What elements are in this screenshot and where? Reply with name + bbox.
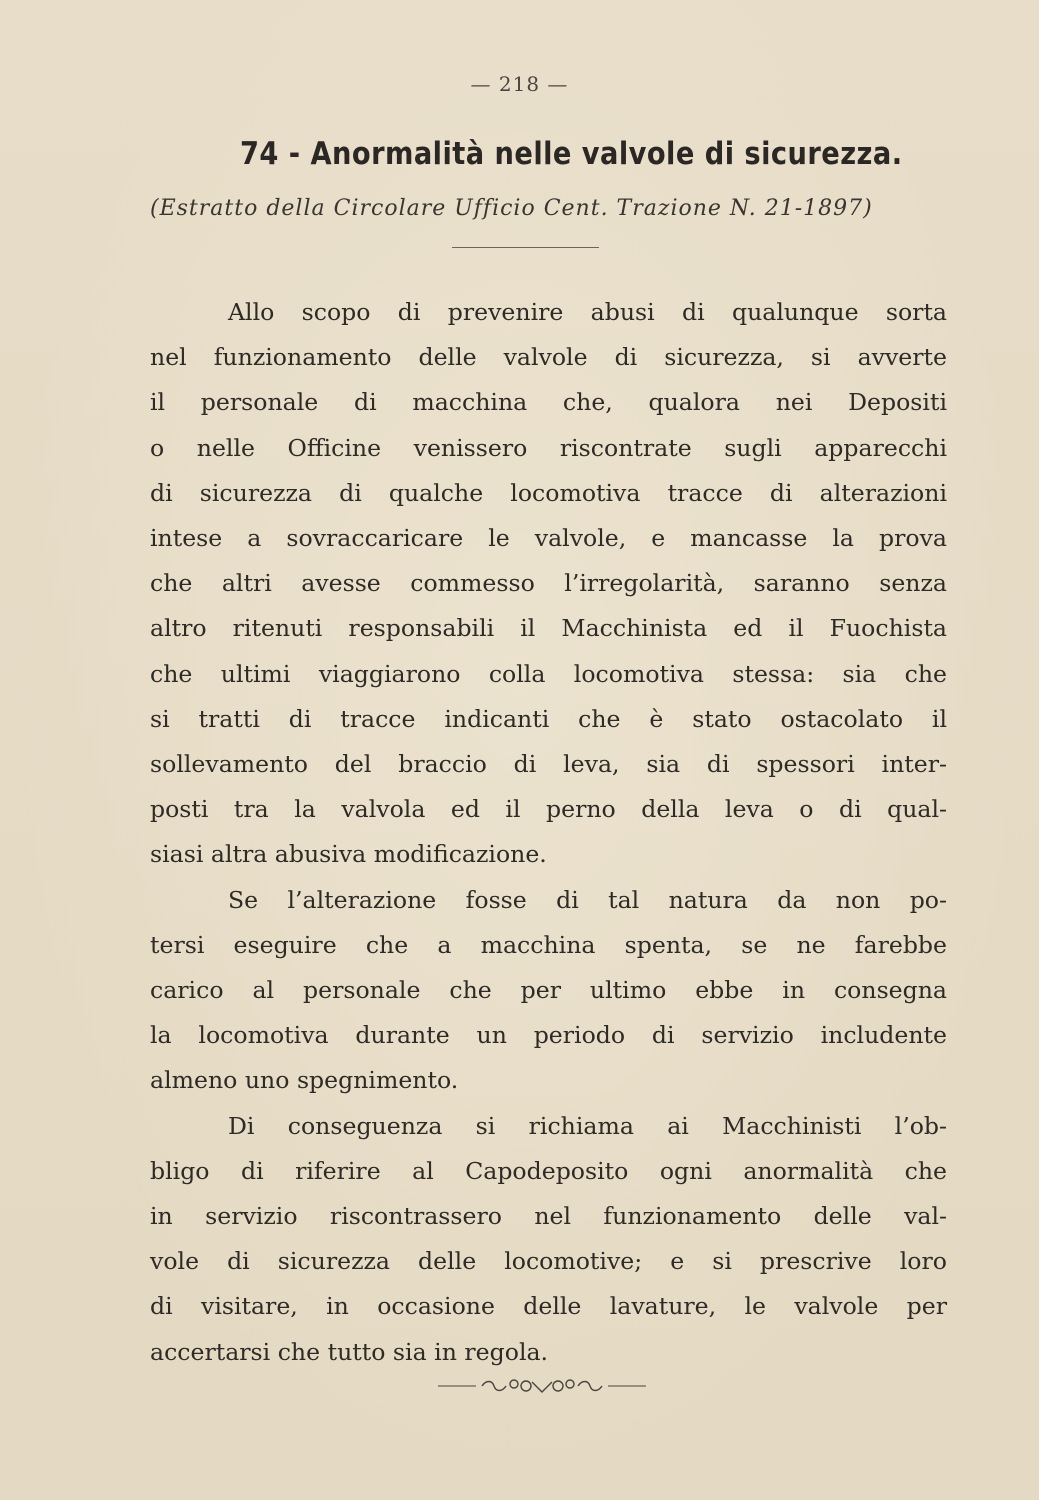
paragraph xyxy=(150,290,947,878)
text-line: tersi eseguire che a macchina spenta, se ne farebbe xyxy=(150,930,947,959)
closing-ornament xyxy=(432,1374,652,1398)
text-line: almeno uno spegnimento. xyxy=(150,1066,459,1095)
text-line: che ultimi viaggiarono colla locomotiva stessa: sia che xyxy=(150,659,947,688)
text-line: nel funzionamento delle valvole di sicurezza, si avverte xyxy=(150,343,947,372)
text-line: che altri avesse commesso l’irregolarità, saranno senza xyxy=(150,569,947,598)
text-line: Allo scopo di prevenire abusi di qualunque sorta xyxy=(228,298,947,326)
text-line: intese a sovraccaricare le valvole, e mancasse la prova xyxy=(150,524,947,553)
text-line: sollevamento del braccio di leva, sia di spessori inter- xyxy=(150,750,947,779)
body-text xyxy=(150,290,947,1375)
text-line: accertarsi che tutto sia in regola. xyxy=(150,1337,549,1366)
text-line: altro ritenuti responsabili il Macchinista ed il Fuochista xyxy=(150,614,947,643)
paragraph xyxy=(150,878,947,1104)
page-number: — 218 — xyxy=(470,72,569,96)
text-line: carico al personale che per ultimo ebbe in consegna xyxy=(150,976,947,1005)
ornament-flourish-icon xyxy=(432,1374,652,1398)
text-line: vole di sicurezza delle locomotive; e si prescrive loro xyxy=(150,1247,947,1276)
text-line: bligo di riferire al Capodeposito ogni anormalità che xyxy=(150,1156,947,1185)
text-line: posti tra la valvola ed il perno della leva o di qual- xyxy=(150,795,947,824)
text-line: in servizio riscontrassero nel funzionamento delle val- xyxy=(150,1202,947,1231)
text-line: Se l’alterazione fosse di tal natura da non po- xyxy=(228,885,947,914)
text-line: la locomotiva durante un periodo di servizio includente xyxy=(150,1021,947,1050)
text-line: di sicurezza di qualche locomotiva tracce di alterazioni xyxy=(150,478,947,507)
paragraph xyxy=(150,1104,947,1375)
section-title: 74 - Anormalità nelle valvole di sicurezza. xyxy=(240,136,903,172)
text-line: il personale di macchina che, qualora nei Depositi xyxy=(150,388,947,417)
text-line: siasi altra abusiva modificazione. xyxy=(150,840,547,869)
text-line: si tratti di tracce indicanti che è stato ostacolato il xyxy=(150,704,947,733)
section-subtitle: (Estratto della Circolare Ufficio Cent. Trazione N. 21-1897) xyxy=(150,196,873,221)
text-line: Di conseguenza si richiama ai Macchinisti l’ob- xyxy=(228,1111,947,1140)
text-line: o nelle Officine venissero riscontrate sugli apparecchi xyxy=(150,433,947,462)
title-rule xyxy=(452,247,599,248)
text-line: di visitare, in occasione delle lavature, le valvole per xyxy=(150,1292,947,1321)
